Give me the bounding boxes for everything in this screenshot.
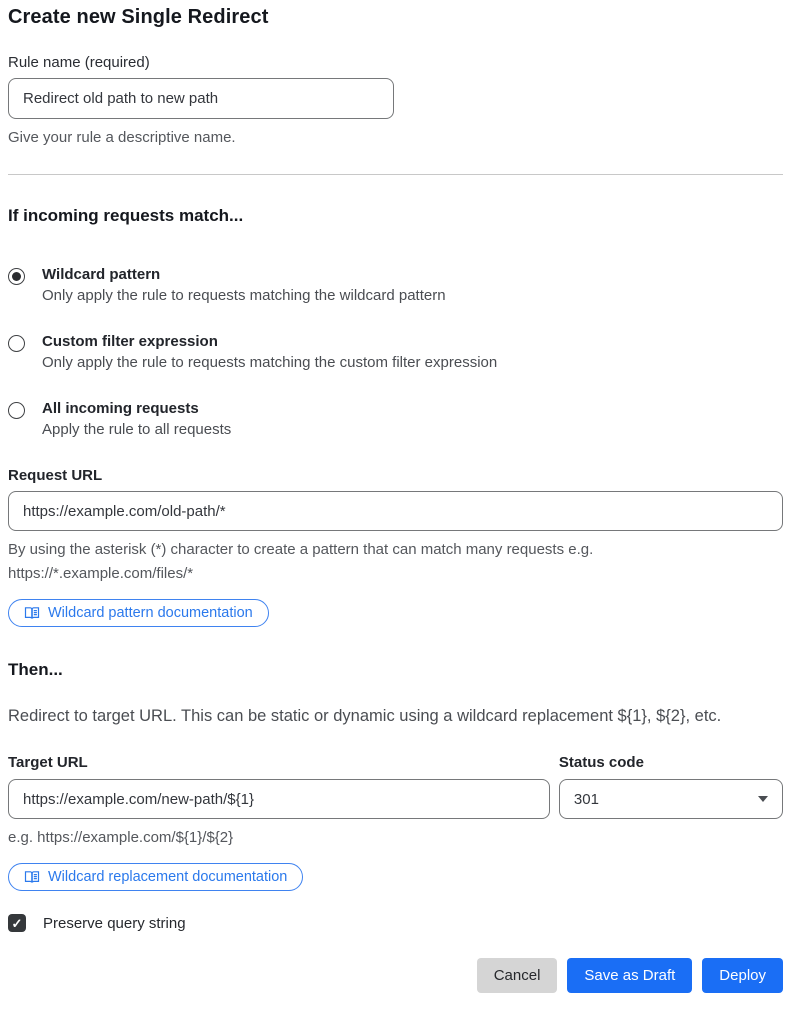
rule-name-label: Rule name (required) xyxy=(8,54,150,71)
radio-option-custom-filter[interactable] xyxy=(8,333,783,371)
radio-label: Custom filter expression xyxy=(42,333,218,350)
doc-button-label: Wildcard pattern documentation xyxy=(48,605,253,621)
target-url-label: Target URL xyxy=(8,754,88,771)
page-title: Create new Single Redirect xyxy=(8,6,269,28)
checkbox-checked-icon[interactable] xyxy=(8,914,26,932)
radio-unselected-icon[interactable] xyxy=(8,402,25,419)
radio-option-wildcard-pattern[interactable] xyxy=(8,266,783,304)
rule-name-help: Give your rule a descriptive name. xyxy=(8,129,236,146)
save-as-draft-button[interactable]: Save as Draft xyxy=(567,958,692,993)
request-url-help xyxy=(8,538,783,586)
open-book-icon xyxy=(24,605,40,621)
radio-label: Wildcard pattern xyxy=(42,266,161,283)
rule-name-input[interactable] xyxy=(8,78,394,119)
radio-selected-icon[interactable] xyxy=(8,268,25,285)
request-url-input[interactable] xyxy=(8,491,783,531)
radio-description: Only apply the rule to requests matching the custom filter expression xyxy=(42,354,498,371)
then-description: Redirect to target URL. This can be static or dynamic using a wildcard replacement ${1}, ${2}, etc. xyxy=(8,707,722,725)
request-url-help-line1: By using the asterisk (*) character to create a pattern that can match many requests e.g. xyxy=(8,541,594,558)
section-divider xyxy=(8,174,783,175)
open-book-icon xyxy=(24,869,40,885)
request-url-help-line2: https://*.example.com/files/* xyxy=(8,565,194,582)
status-code-select[interactable] xyxy=(559,779,783,819)
cancel-button[interactable]: Cancel xyxy=(477,958,558,993)
target-url-field xyxy=(8,754,551,850)
target-url-input[interactable] xyxy=(8,779,550,819)
check-icon: ✓ xyxy=(11,915,23,931)
status-code-label: Status code xyxy=(558,754,644,771)
radio-description: Apply the rule to all requests xyxy=(42,421,232,438)
doc-button-label: Wildcard replacement documentation xyxy=(48,869,288,885)
radio-unselected-icon[interactable] xyxy=(8,335,25,352)
chevron-down-icon xyxy=(758,796,768,802)
radio-description: Only apply the rule to requests matching the wildcard pattern xyxy=(42,287,446,304)
wildcard-replacement-doc-button[interactable] xyxy=(8,863,303,891)
preserve-query-label: Preserve query string xyxy=(43,914,186,932)
wildcard-pattern-doc-button[interactable] xyxy=(8,599,269,627)
match-section-heading: If incoming requests match... xyxy=(8,206,244,225)
then-section-heading: Then... xyxy=(8,660,63,679)
status-code-value: 301 xyxy=(573,790,599,808)
radio-label: All incoming requests xyxy=(42,400,199,417)
target-status-row xyxy=(8,754,783,850)
status-code-field xyxy=(559,754,783,850)
footer-actions xyxy=(8,958,783,993)
target-url-help: e.g. https://example.com/${1}/${2} xyxy=(8,829,234,846)
deploy-button[interactable]: Deploy xyxy=(702,958,783,993)
radio-option-all-requests[interactable] xyxy=(8,400,783,438)
match-radio-group xyxy=(8,266,783,438)
preserve-query-checkbox-row[interactable] xyxy=(8,914,783,932)
request-url-label: Request URL xyxy=(8,467,103,484)
